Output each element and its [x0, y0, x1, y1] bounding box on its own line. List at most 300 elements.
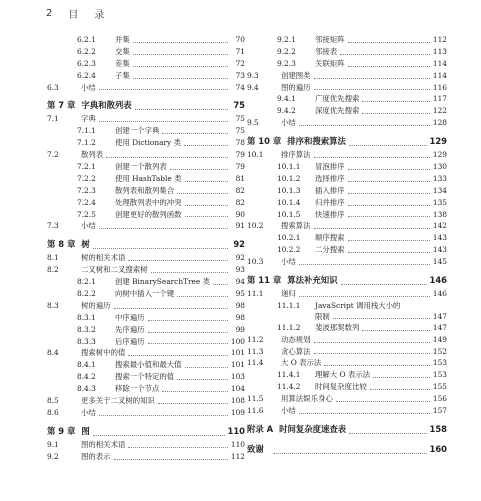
entry-title: 散列表和散列集合 — [115, 185, 175, 195]
toc-entry-sub — [47, 125, 245, 137]
toc-entry-sub — [47, 34, 245, 46]
toc-entry-sec — [247, 288, 447, 300]
entry-number: 11.1.1 — [277, 300, 301, 310]
dot-leader — [314, 78, 430, 79]
entry-page: 122 — [432, 106, 447, 116]
entry-number: 8.6 — [47, 407, 59, 417]
entry-page: 92 — [235, 253, 245, 263]
entry-page: 95 — [235, 289, 245, 299]
page-number: 2 — [46, 7, 53, 19]
dot-leader — [185, 181, 228, 182]
entry-page: 152 — [432, 346, 447, 356]
dot-leader — [177, 379, 228, 380]
entry-title: 子集 — [115, 70, 130, 80]
entry-page: 93 — [235, 265, 245, 275]
toc-entry-sec — [247, 149, 447, 161]
entry-page: 101 — [230, 360, 245, 370]
toc-entry-sec — [47, 439, 245, 451]
toc-entry-sub — [247, 369, 447, 381]
entry-title: 小结 — [281, 257, 296, 267]
entry-number: 9.4 — [247, 82, 259, 92]
toc-entry-sub — [247, 34, 447, 46]
entry-number: 8.1 — [47, 253, 59, 263]
toc-entry-sec — [247, 405, 447, 417]
entry-title: 后序遍历 — [115, 336, 145, 346]
dot-leader — [99, 228, 228, 229]
entry-page: 103 — [230, 372, 245, 382]
dot-leader — [148, 320, 228, 321]
dot-leader — [349, 433, 426, 434]
entry-page: 153 — [432, 358, 447, 368]
entry-page: 130 — [432, 162, 447, 171]
dot-leader — [177, 296, 228, 297]
dot-leader — [299, 125, 430, 126]
entry-number: 11.1 — [247, 289, 264, 299]
entry-number: 11.3 — [247, 346, 264, 356]
entry-title: 小结 — [81, 82, 96, 92]
toc-entry-sub — [47, 312, 245, 324]
dot-leader — [299, 413, 430, 414]
entry-title: 树的相关术语 — [81, 253, 126, 263]
toc-entry-sub — [47, 324, 245, 336]
entry-page: 78 — [235, 138, 245, 148]
entry-page: 138 — [432, 209, 447, 219]
entry-title: 限制 — [315, 311, 330, 321]
entry-number: 6.2.2 — [77, 46, 96, 56]
toc-entry-sub — [47, 383, 245, 395]
dot-leader — [170, 169, 228, 170]
entry-title: 处理散列表中的冲突 — [115, 197, 182, 207]
toc-entry-sub — [247, 322, 447, 334]
entry-title: 选择排序 — [315, 173, 345, 183]
entry-page: 116 — [432, 82, 447, 92]
entry-page: 149 — [432, 334, 447, 344]
toc-entry-cont — [247, 312, 447, 322]
entry-title: 排序和搜索算法 — [287, 136, 346, 147]
entry-title: 贪心算法 — [281, 346, 311, 356]
toc-entry-sec — [47, 395, 245, 407]
entry-page: 146 — [429, 275, 447, 286]
dot-leader — [93, 435, 225, 436]
entry-page: 109 — [230, 407, 245, 417]
entry-number: 11.4 — [247, 358, 264, 368]
dot-leader — [333, 318, 430, 319]
entry-title: 字典 — [81, 114, 96, 124]
toc-entry-chap — [247, 421, 447, 437]
entry-page: 143 — [432, 245, 447, 255]
dot-leader — [362, 330, 430, 331]
entry-title: 更多关于二叉树的知识 — [81, 396, 155, 406]
toc-entry-sub — [247, 161, 447, 173]
entry-title: 搜索算法 — [281, 221, 311, 231]
toc-entry-sub — [247, 232, 447, 244]
entry-number: 8.5 — [47, 396, 59, 406]
dot-leader — [213, 284, 228, 285]
entry-title: 字典和散列表 — [81, 100, 132, 111]
entry-page: 142 — [432, 221, 447, 231]
toc-entry-sub — [247, 209, 447, 221]
entry-number: 9.4.1 — [277, 94, 296, 104]
entry-title: 邻接表 — [315, 46, 338, 56]
entry-page: 135 — [432, 197, 447, 207]
entry-number: 7.2.3 — [77, 185, 96, 195]
entry-page: 79 — [235, 150, 245, 160]
toc-entry-sec — [47, 252, 245, 264]
entry-number: 7.2 — [47, 150, 59, 160]
toc-entry-sec — [47, 220, 245, 232]
entry-page: 74 — [235, 82, 245, 92]
entry-title: 创建更好的散列函数 — [115, 209, 182, 219]
entry-number: 10.2 — [247, 221, 264, 231]
entry-title: 交集 — [115, 46, 130, 56]
entry-page: 72 — [235, 58, 245, 68]
entry-page: 145 — [432, 257, 447, 267]
entry-page: 129 — [432, 150, 447, 160]
toc-entry-chap — [47, 97, 245, 113]
entry-page: 158 — [429, 423, 447, 434]
dot-leader — [348, 252, 430, 253]
entry-page: 157 — [432, 406, 447, 416]
dot-leader — [373, 377, 430, 378]
dot-leader — [185, 367, 228, 368]
entry-number: 8.3.3 — [77, 336, 96, 346]
toc-entry-sec — [47, 451, 245, 463]
entry-title: 插入排序 — [315, 185, 345, 195]
entry-page: 79 — [235, 162, 245, 171]
dot-leader — [184, 145, 228, 146]
entry-title: 斐波那契数列 — [315, 322, 360, 332]
toc-entry-sec — [247, 256, 447, 268]
dot-leader — [348, 205, 430, 206]
toc-entry-sub — [47, 371, 245, 383]
dot-leader — [162, 133, 228, 134]
dot-leader — [314, 89, 430, 90]
entry-number: 第 11 章 — [247, 275, 282, 286]
toc-entry-sec — [47, 149, 245, 161]
dot-leader — [114, 308, 228, 309]
entry-page: 156 — [432, 394, 447, 404]
entry-title: JavaScript 调用栈大小的 — [315, 300, 401, 310]
entry-number: 10.1.3 — [277, 185, 301, 195]
entry-page: 98 — [235, 312, 245, 322]
toc-entry-sec — [247, 70, 447, 82]
entry-title: 大 O 表示法 — [281, 358, 322, 368]
entry-title: 搜索最小值和最大值 — [115, 360, 182, 370]
toc-entry-sub — [47, 161, 245, 173]
entry-number: 11.5 — [247, 394, 264, 404]
entry-number: 6.2.3 — [77, 58, 96, 68]
dot-leader — [135, 109, 228, 110]
entry-number: 9.2.1 — [277, 34, 296, 44]
entry-title: 用算法娱乐身心 — [281, 394, 333, 404]
entry-title: 小结 — [281, 118, 296, 128]
toc-entry-sub — [247, 105, 447, 117]
entry-title: 小结 — [81, 407, 96, 417]
dot-leader — [314, 157, 430, 158]
entry-number: 8.3.1 — [77, 312, 96, 322]
entry-title: 算法补充知识 — [287, 275, 338, 286]
dot-leader — [348, 181, 430, 182]
toc-entry-sub — [47, 46, 245, 58]
entry-number: 11.2 — [247, 334, 264, 344]
toc-entry-sub — [247, 46, 447, 58]
dot-leader — [128, 447, 228, 448]
entry-number: 7.1.2 — [77, 138, 96, 148]
toc-entry-sec — [47, 113, 245, 125]
toc-entry-sub — [47, 173, 245, 185]
dot-leader — [148, 332, 228, 333]
dot-leader — [348, 216, 430, 217]
entry-title: 小结 — [81, 221, 96, 231]
toc-entry-chap — [247, 133, 447, 149]
entry-page: 82 — [235, 197, 245, 207]
toc-entry-sec — [247, 393, 447, 405]
entry-number: 8.2.1 — [77, 277, 96, 287]
toc-entry-sub — [247, 93, 447, 105]
dot-leader — [133, 54, 228, 55]
entry-number: 第 8 章 — [47, 239, 76, 250]
entry-number: 9.1 — [47, 439, 59, 449]
dot-leader — [162, 391, 228, 392]
entry-number: 11.4.2 — [277, 382, 301, 392]
toc-entry-sub — [47, 58, 245, 70]
entry-page: 94 — [235, 277, 245, 287]
entry-number: 10.1.4 — [277, 197, 301, 207]
dot-leader — [314, 353, 430, 354]
header-label-a: 目 — [68, 9, 79, 21]
toc-entry-sub — [247, 58, 447, 70]
dot-leader — [185, 205, 228, 206]
entry-page: 133 — [432, 173, 447, 183]
page-header — [46, 6, 104, 20]
entry-page: 147 — [432, 311, 447, 321]
dot-leader — [340, 54, 430, 55]
entry-page: 91 — [235, 221, 245, 231]
toc-entry-chap — [47, 236, 245, 252]
entry-title: 关联矩阵 — [315, 58, 345, 68]
entry-page: 153 — [432, 370, 447, 380]
entry-title: 顺序搜索 — [315, 233, 345, 243]
dot-leader — [348, 169, 430, 170]
entry-number: 致谢 — [247, 443, 264, 454]
toc-entry-sub — [47, 185, 245, 197]
toc-entry-sub — [47, 336, 245, 348]
toc-entry-sec — [47, 264, 245, 276]
entry-title: 创建图类 — [281, 70, 311, 80]
entry-number: 7.2.1 — [77, 162, 96, 171]
entry-page: 114 — [432, 58, 447, 68]
entry-page: 112 — [230, 451, 245, 461]
entry-title: 广度优先搜索 — [315, 94, 360, 104]
entry-page: 160 — [429, 443, 447, 454]
entry-title: 创建一个字典 — [115, 126, 160, 136]
entry-number: 7.1 — [47, 114, 59, 124]
dot-leader — [314, 228, 430, 229]
dot-leader — [99, 415, 228, 416]
dot-leader — [299, 296, 430, 297]
dot-leader — [324, 365, 430, 366]
toc-entry-chap — [47, 423, 245, 439]
toc-left-column — [47, 34, 245, 463]
entry-title: 中序遍历 — [115, 312, 145, 322]
dot-leader — [114, 459, 228, 460]
entry-page: 75 — [235, 126, 245, 136]
entry-title: 树 — [81, 239, 90, 250]
entry-page: 73 — [235, 70, 245, 80]
entry-number: 11.4.1 — [277, 370, 301, 380]
dot-leader — [93, 248, 228, 249]
entry-number: 10.2.1 — [277, 233, 301, 243]
entry-number: 10.1.1 — [277, 162, 301, 171]
entry-page: 134 — [432, 185, 447, 195]
entry-number: 9.2.2 — [277, 46, 296, 56]
toc-entry-sub — [247, 185, 447, 197]
dot-leader — [128, 355, 228, 356]
dot-leader — [370, 389, 430, 390]
entry-page: 82 — [235, 185, 245, 195]
toc-entry-sec — [247, 82, 447, 94]
entry-number: 10.1 — [247, 150, 264, 160]
entry-page: 128 — [432, 118, 447, 128]
toc-entry-sec — [247, 117, 447, 129]
entry-title: 创建一个散列表 — [115, 162, 167, 171]
dot-leader — [158, 403, 228, 404]
entry-title: 理解大 O 表示法 — [315, 370, 371, 380]
toc-entry-sub — [47, 137, 245, 149]
toc-entry-sec — [247, 220, 447, 232]
dot-leader — [128, 260, 228, 261]
toc-entry-sub — [47, 359, 245, 371]
entry-number: 6.2.4 — [77, 70, 96, 80]
entry-number: 10.1.2 — [277, 173, 301, 183]
dot-leader — [151, 272, 228, 273]
dot-leader — [148, 343, 228, 344]
dot-leader — [348, 193, 430, 194]
entry-title: 创建 BinarySearchTree 类 — [115, 277, 211, 287]
entry-page: 108 — [230, 396, 245, 406]
entry-page: 147 — [432, 322, 447, 332]
dot-leader — [336, 401, 430, 402]
dot-leader — [177, 193, 228, 194]
entry-number: 8.4.2 — [77, 372, 96, 382]
dot-leader — [133, 42, 228, 43]
entry-title: 散列表 — [81, 150, 104, 160]
entry-number: 11.1.2 — [277, 322, 301, 332]
entry-number: 8.2 — [47, 265, 59, 275]
toc-entry-chap — [247, 272, 447, 288]
entry-page: 92 — [233, 239, 245, 250]
entry-page: 113 — [432, 46, 447, 56]
toc-entry-sub — [247, 244, 447, 256]
entry-title: 图的表示 — [81, 451, 111, 461]
entry-title: 递归 — [281, 289, 296, 299]
entry-page: 104 — [230, 384, 245, 394]
entry-title: 图的相关术语 — [81, 439, 126, 449]
entry-title: 搜索树中的值 — [81, 348, 126, 358]
dot-leader — [362, 101, 430, 102]
entry-page: 114 — [432, 70, 447, 80]
entry-title: 二分搜索 — [315, 245, 345, 255]
dot-leader — [348, 66, 430, 67]
entry-number: 7.2.4 — [77, 197, 96, 207]
header-label-b: 录 — [94, 9, 105, 21]
dot-leader — [362, 113, 430, 114]
entry-page: 110 — [227, 425, 245, 436]
dot-leader — [341, 284, 427, 285]
entry-title: 先序遍历 — [115, 324, 145, 334]
entry-title: 深度优先搜索 — [315, 106, 360, 116]
entry-title: 搜索一个特定的值 — [115, 372, 175, 382]
entry-page: 143 — [432, 233, 447, 243]
entry-number: 8.4.1 — [77, 360, 96, 370]
entry-page: 71 — [235, 46, 245, 56]
dot-leader — [133, 66, 228, 67]
entry-title: 差集 — [115, 58, 130, 68]
entry-number: 10.1.5 — [277, 209, 301, 219]
entry-number: 第 10 章 — [247, 136, 282, 147]
entry-page: 117 — [432, 94, 447, 104]
toc-entry-sub — [47, 197, 245, 209]
toc-entry-sub — [247, 300, 447, 312]
toc-entry-sub — [47, 209, 245, 221]
toc-entry-sec — [247, 346, 447, 358]
entry-title: 向树中插入一个键 — [115, 289, 175, 299]
toc-entry-sub — [247, 173, 447, 185]
entry-number: 8.2.2 — [77, 289, 96, 299]
entry-number: 8.4.3 — [77, 384, 96, 394]
entry-number: 6.3 — [47, 82, 59, 92]
entry-page: 90 — [235, 209, 245, 219]
entry-page: 75 — [235, 114, 245, 124]
entry-number: 附录 A — [247, 423, 274, 434]
entry-page: 75 — [233, 100, 245, 111]
toc-entry-sub — [247, 381, 447, 393]
entry-number: 第 9 章 — [47, 425, 76, 436]
entry-page: 100 — [230, 336, 245, 346]
entry-number: 9.2.3 — [277, 58, 296, 68]
entry-title: 二叉树和二叉搜索树 — [81, 265, 148, 275]
entry-number: 9.2 — [47, 451, 59, 461]
dot-leader — [348, 42, 430, 43]
entry-title: 树的遍历 — [81, 300, 111, 310]
dot-leader — [99, 121, 228, 122]
entry-number: 8.3.2 — [77, 324, 96, 334]
entry-title: 小结 — [281, 406, 296, 416]
entry-title: 快速排序 — [315, 209, 345, 219]
dot-leader — [133, 78, 228, 79]
entry-number: 7.1.1 — [77, 126, 96, 136]
dot-leader — [106, 157, 228, 158]
toc-entry-sub — [47, 288, 245, 300]
entry-title: 使用 HashTable 类 — [115, 173, 182, 183]
dot-leader — [99, 89, 228, 90]
entry-title: 使用 Dictionary 类 — [115, 138, 181, 148]
toc-entry-sec — [47, 407, 245, 419]
entry-title: 排序算法 — [281, 150, 311, 160]
entry-title: 归并排序 — [315, 197, 345, 207]
entry-number: 7.2.5 — [77, 209, 96, 219]
entry-number: 10.2.2 — [277, 245, 301, 255]
entry-title: 时间复杂度速查表 — [279, 423, 347, 434]
toc-entry-sub — [47, 70, 245, 82]
entry-page: 146 — [432, 289, 447, 299]
entry-title: 并集 — [115, 34, 130, 44]
entry-title: 邻接矩阵 — [315, 34, 345, 44]
toc-entry-sec — [47, 347, 245, 359]
dot-leader — [349, 145, 427, 146]
toc-entry-sec — [247, 334, 447, 346]
entry-title: 图 — [81, 425, 90, 436]
